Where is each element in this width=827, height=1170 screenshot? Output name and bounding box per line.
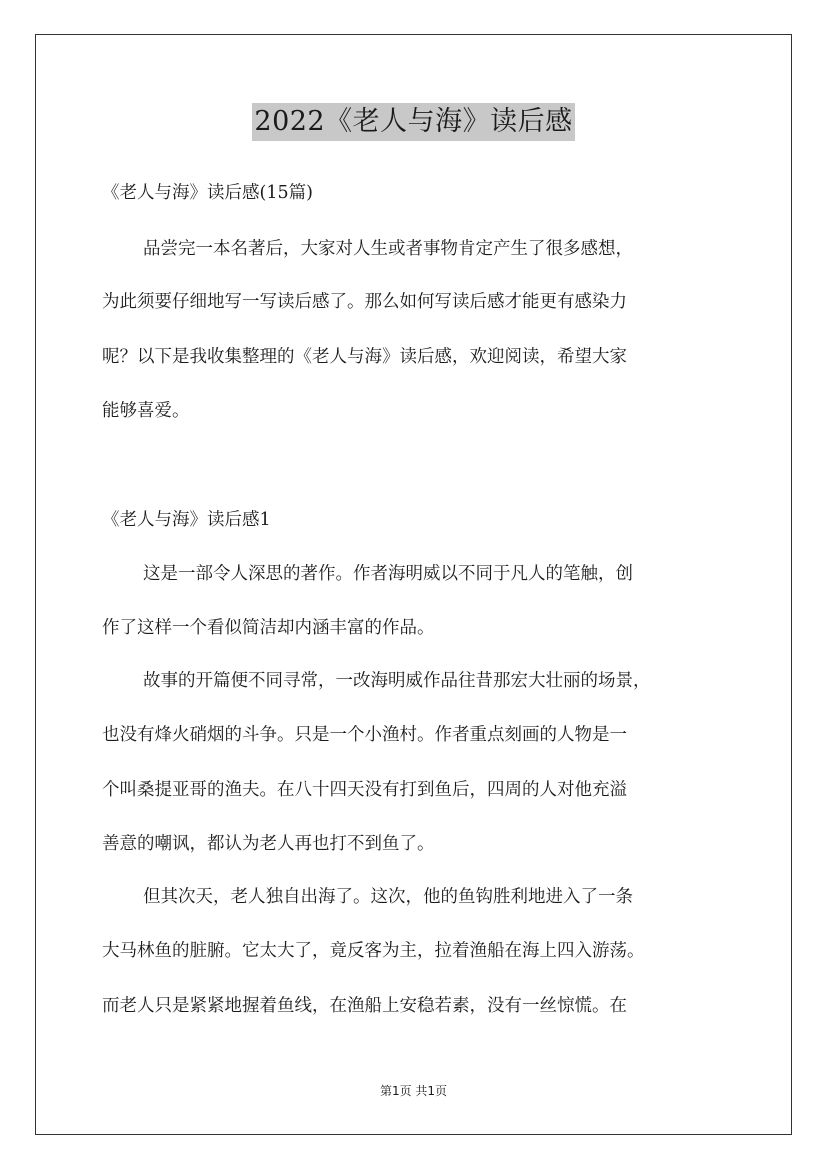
page-footer: 第1页 共1页 <box>379 1084 448 1098</box>
intro-line: 为此须要仔细地写一写读后感了。那么如何写读后感才能更有感染力 <box>102 292 627 312</box>
paragraph-line: 作了这样一个看似简洁却内涵丰富的作品。 <box>102 618 435 638</box>
paragraph-line: 而老人只是紧紧地握着鱼线，在渔船上安稳若素，没有一丝惊慌。在 <box>102 996 627 1016</box>
title-container <box>0 103 827 141</box>
paragraph-line: 也没有烽火硝烟的斗争。只是一个小渔村。作者重点刻画的人物是一 <box>102 725 627 745</box>
paragraph-line: 但其次天，老人独自出海了。这次，他的鱼钩胜利地进入了一条 <box>143 887 633 907</box>
paragraph-line: 大马林鱼的脏腑。它太大了，竟反客为主，拉着渔船在海上四入游荡。 <box>102 941 645 961</box>
paragraph-line: 故事的开篇便不同寻常，一改海明威作品往昔那宏大壮丽的场景， <box>143 671 651 691</box>
paragraph-line: 善意的嘲讽，都认为老人再也打不到鱼了。 <box>102 834 435 854</box>
intro-line: 呢？以下是我收集整理的《老人与海》读后感，欢迎阅读，希望大家 <box>102 347 627 367</box>
section-heading: 《老人与海》读后感1 <box>102 510 271 530</box>
intro-line: 品尝完一本名著后，大家对人生或者事物肯定产生了很多感想， <box>143 239 633 259</box>
paragraph-line: 个叫桑提亚哥的渔夫。在八十四天没有打到鱼后，四周的人对他充溢 <box>102 780 627 800</box>
document-title: 2022《老人与海》读后感 <box>252 103 574 141</box>
paragraph-line: 这是一部令人深思的著作。作者海明威以不同于凡人的笔触，创 <box>143 564 633 584</box>
intro-line: 能够喜爱。 <box>102 401 190 421</box>
subtitle: 《老人与海》读后感(15篇) <box>102 183 313 203</box>
